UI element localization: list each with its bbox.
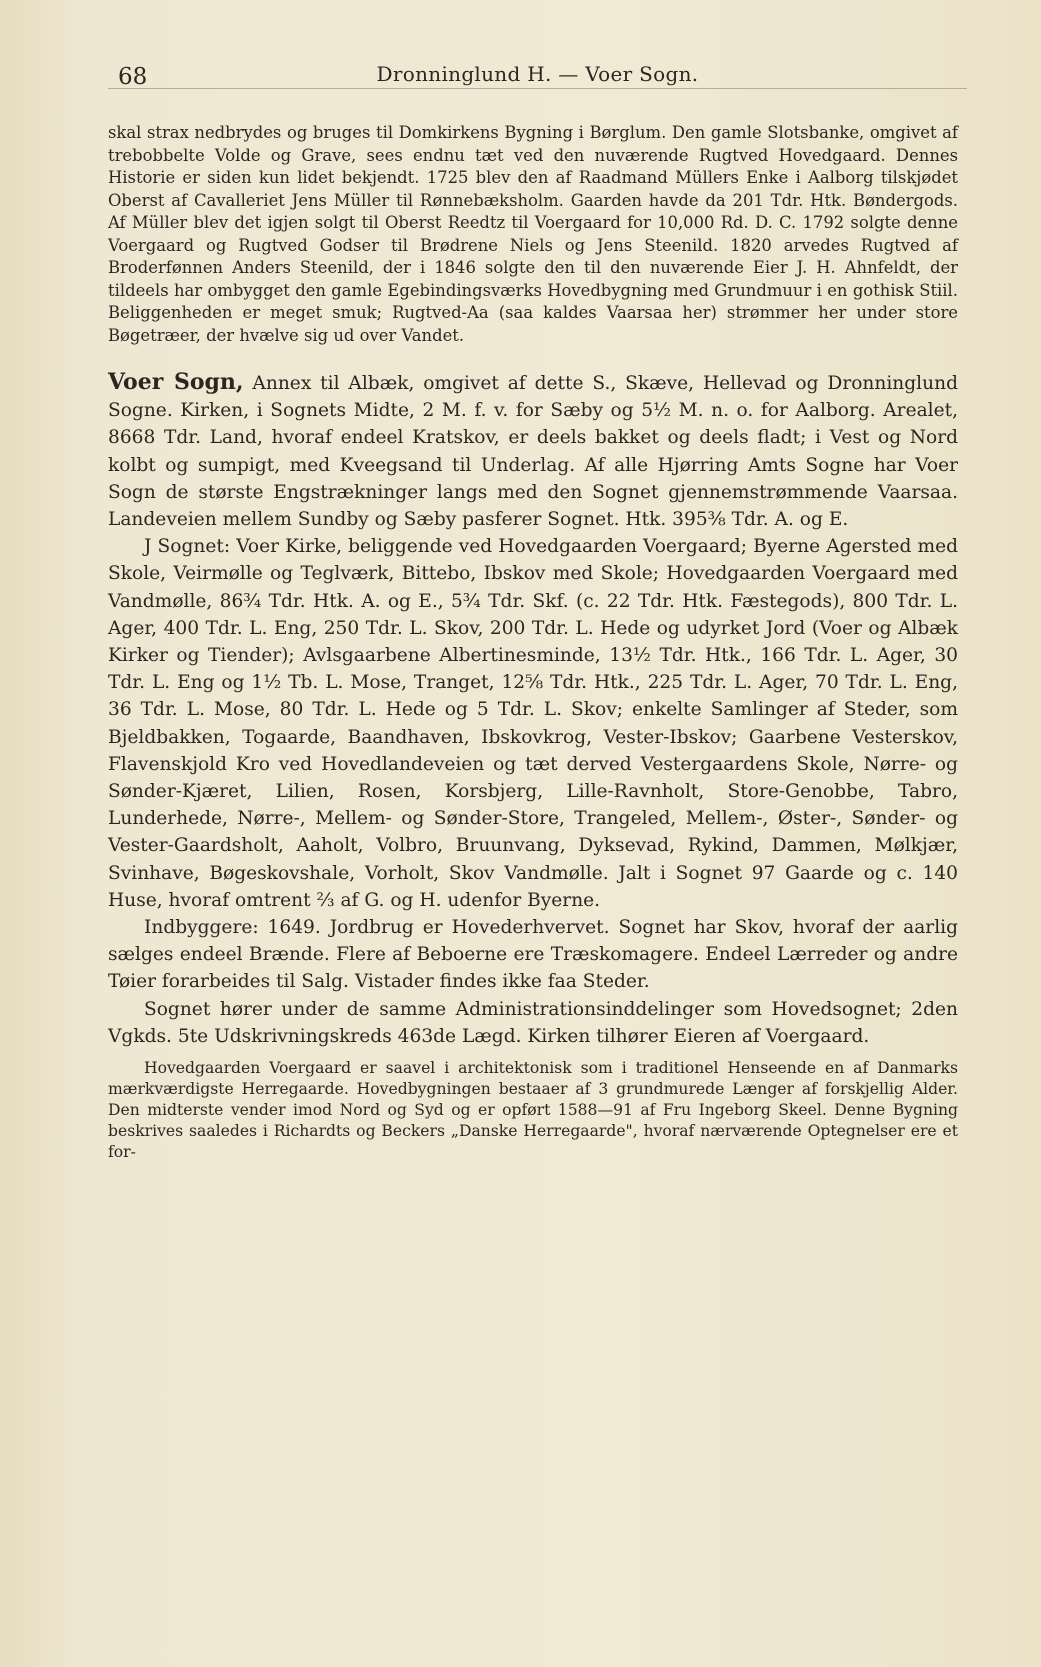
administration-paragraph: Sognet hører under de samme Administrationsinddelinger som Hovedsognet; 2den Vgkds. 5te Udskrivningskreds 463de Lægd. Kirken tilhører Eieren af Voergaard. <box>108 998 958 1047</box>
voer-sogn-text: Annex til Albæk, omgivet af dette S., Skæve, Hellevad og Dronninglund Sogne. Kirken, i Sognets Midte, 2 M. f. v. for Sæby og 5½ M. n. o. for Aalborg. Arealet, 8668 Tdr. Land, hvoraf endeel Kratskov, er deels bakket og deels fladt; i Vest og Nord kolbt og sumpigt, med Kveegsand til Underlag. Af alle Hjørring Amts Sogne har Voer Sogn de største Engstrækninger langs med den Sognet gjennemstrømmende Vaarsaa. Landeveien mellem Sundby og Sæby pasferer Sognet. Htk. 395⅜ Tdr. A. og E. <box>108 373 958 531</box>
section-gap <box>108 347 958 369</box>
voer-sogn-paragraph <box>108 369 958 533</box>
page-header <box>108 60 967 89</box>
page-number: 68 <box>118 64 148 90</box>
intro-paragraph: skal strax nedbrydes og bruges til Domkirkens Bygning i Børglum. Den gamle Slotsbanke, omgivet af trebobbelte Volde og Grave, sees endnu tæt ved den nuværende Rugtved Hovedgaard. Dennes Historie er siden kun lidet bekjendt. 1725 blev den af Raadmand Müllers Enke i Aalborg tilskjødet Oberst af Cavalleriet Jens Müller til Rønnebæksholm. Gaarden havde da 201 Tdr. Htk. Bøndergods. Af Müller blev det igjen solgt til Oberst Reedtz til Voergaard for 10,000 Rd. D. C. 1792 solgte denne Voergaard og Rugtved Godser til Brødrene Niels og Jens Steenild. 1820 arvedes Rugtved af Broderfønnen Anders Steenild, der i 1846 solgte den til den nuværende Eier J. H. Ahnfeldt, der tildeels har ombygget den gamle Egebindingsværks Hovedbygning med Grundmuur i en gothisk Stiil. Beliggenheden er meget smuk; Rugtved-Aa (saa kaldes Vaarsaa her) strømmer her under store Bøgetræer, der hvælve sig ud over Vandet. <box>108 123 958 345</box>
villages-paragraph: J Sognet: Voer Kirke, beliggende ved Hovedgaarden Voergaard; Byerne Agersted med Skole, Veirmølle og Teglværk, Bittebo, Ibskov med Skole; Hovedgaarden Voergaard med Vandmølle, 86¾ Tdr. Htk. A. og E., 5¾ Tdr. Skf. (c. 22 Tdr. Htk. Fæstegods), 800 Tdr. L. Ager, 400 Tdr. L. Eng, 250 Tdr. L. Skov, 200 Tdr. L. Hede og udyrket Jord (Voer og Albæk Kirker og Tiender); Avlsgaarbene Albertinesminde, 13½ Tdr. Htk., 166 Tdr. L. Ager, 30 Tdr. L. Eng og 1½ Tb. L. Mose, Tranget, 12⅝ Tdr. Htk., 225 Tdr. L. Ager, 70 Tdr. L. Eng, 36 Tdr. L. Mose, 80 Tdr. L. Hede og 5 Tdr. L. Skov; enkelte Samlinger af Steder, som Bjeldbakken, Togaarde, Baandhaven, Ibskovkrog, Vester-Ibskov; Gaarbene Vesterskov, Flavenskjold Kro ved Hovedlandeveien og tæt derved Vestergaardens Skole, Nørre- og Sønder-Kjæret, Lilien, Rosen, Korsbjerg, Lille-Ravnholt, Store-Genobbe, Tabro, Lunderhede, Nørre-, Mellem- og Sønder-Store, Trangeled, Mellem-, Øster-, Sønder- og Vester-Gaardsholt, Aaholt, Volbro, Bruunvang, Dyksevad, Rykind, Dammen, Mølkjær, Svinhave, Bøgeskovshale, Vorholt, Skov Vandmølle. Jalt i Sognet 97 Gaarde og c. 140 Huse, hvoraf omtrent ⅔ af G. og H. udenfor Byerne. <box>108 536 958 911</box>
footnote-paragraph: Hovedgaarden Voergaard er saavel i architektonisk som i traditionel Henseende en af Danmarks mærkværdigste Herregaarde. Hovedbygningen bestaaer af 3 grundmurede Længer af forskjellig Alder. Den midterste vender imod Nord og Syd og er opført 1588—91 af Fru Ingeborg Skeel. Denne Bygning beskrives saaledes i Richardts og Beckers „Danske Herregaarde", hvoraf nærværende Optegnelser ere et for- <box>108 1059 958 1162</box>
page-body <box>108 122 958 1163</box>
section-heading: Voer Sogn, <box>108 369 244 395</box>
inhabitants-paragraph: Indbyggere: 1649. Jordbrug er Hovederhvervet. Sognet har Skov, hvoraf der aarlig sælges endeel Brænde. Flere af Beboerne ere Træskomagere. Endeel Lærreder og andre Tøier forarbeides til Salg. Vistader findes ikke faa Steder. <box>108 917 958 993</box>
running-head: Dronninglund H. — Voer Sogn. <box>376 62 699 86</box>
